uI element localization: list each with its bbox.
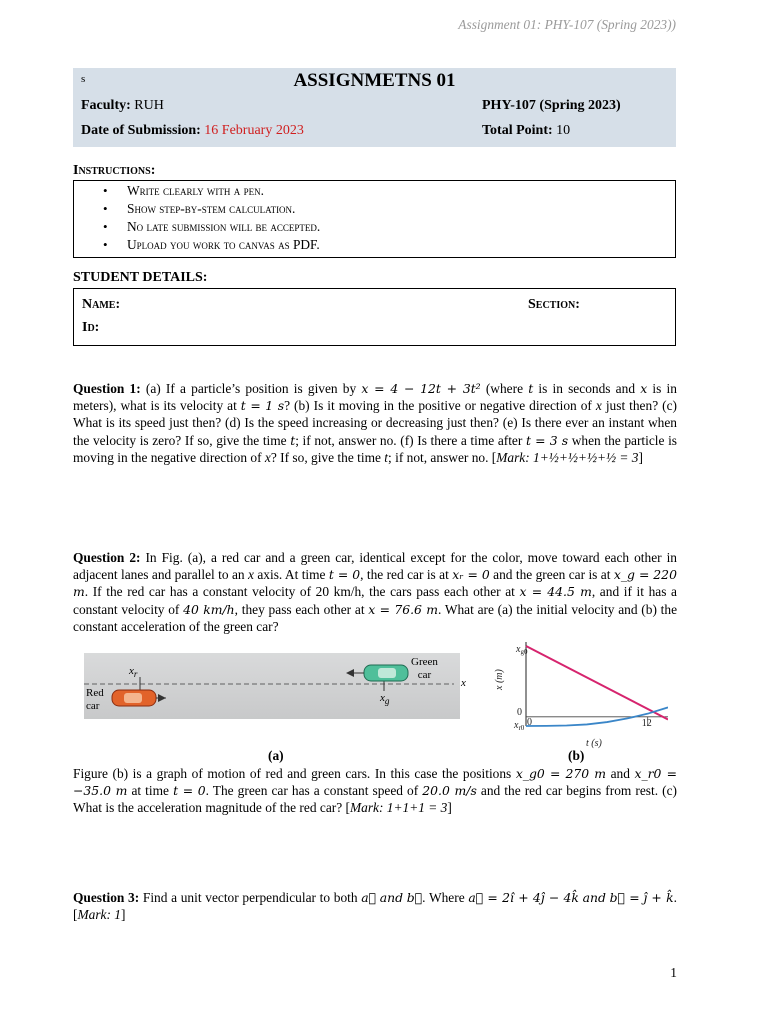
assignment-title: ASSIGNMETNS 01 [293, 70, 456, 91]
green-car-icon [346, 665, 408, 681]
figure-a-svg [84, 653, 460, 719]
date-row [81, 123, 636, 139]
red-car-icon [112, 690, 166, 706]
course-code: PHY-107 (Spring 2023) [482, 98, 621, 113]
question-1: Question 1: (a) If a particle’s position is given by x = 4 − 12t + 3t² (where t is in seconds and x is in meters), what is its velocity at t = 1 s? (b) Is it moving in the positive or negative direction of x just then? (c) What is its speed just then? (d) Is the speed increasing or decreasing just then? (e) Is there ever an instant when the velocity is zero? If so, give the time t; if not, answer no. (f) Is there a time after t = 3 s when the particle is moving in the negative direction of x? If so, give the time t; if not, answer no. [Mark: 1+½+½+½+½ = 3] [73, 381, 677, 465]
assignment-header [73, 68, 676, 147]
x-tick-label-0: 0 [527, 717, 532, 728]
instruction-item: • Show step-by-stem calculation. [127, 201, 295, 217]
faculty-label: Faculty: [81, 98, 131, 113]
question-1-label: Question 1: [73, 381, 141, 396]
date-value: 16 February 2023 [204, 123, 304, 138]
x-tick-label-12: 12 [641, 718, 652, 729]
question-3: Question 3: Find a unit vector perpendicular to both a⃗ and b⃗. Where a⃗ = 2î + 4ĵ − 4k̂ and b⃗ = ĵ + k̂. [Mark: 1] [73, 890, 677, 923]
instruction-item: • Upload you work to canvas as PDF. [127, 237, 320, 253]
xr-label: $x_r$ [129, 665, 138, 680]
points-label: Total Point: [482, 123, 553, 138]
green-car-label: Green car [411, 656, 438, 681]
date-label: Date of Submission: [81, 123, 201, 138]
x-axis-label: t (s) [586, 738, 602, 749]
figure-a-road [84, 653, 460, 719]
x-axis-label-a: x [461, 677, 466, 689]
mark: Mark: 1 [77, 907, 121, 923]
instructions-heading: Instructions: [73, 163, 156, 178]
question-2: Question 2: In Fig. (a), a red car and a green car, identical except for the color, move toward each other in adjacent lanes and parallel to an x axis. At time t = 0, the red car is at xᵣ = 0 and the green car is at x_g = 220 m. If the red car has a constant velocity of 20 km/h, the cars pass each other at x = 44.5 m, and if it has a constant velocity of 40 km/h, they pass each other at x = 76.6 m. What are (a) the initial velocity and (b) the constant acceleration of the green car? [73, 550, 678, 634]
student-details-box [73, 288, 676, 346]
red-car-label: Red car [86, 687, 104, 712]
y-axis-label: x (m) [494, 669, 505, 690]
running-header: Assignment 01: PHY-107 (Spring 2023)) [458, 17, 676, 32]
question-3-label: Question 3: [73, 890, 140, 905]
student-details-heading: STUDENT DETAILS: [73, 270, 208, 285]
question-2-label: Question 2: [73, 550, 141, 565]
faculty-value: RUH [134, 98, 164, 113]
instruction-item: • No late submission will be accepted. [127, 219, 320, 235]
mark: Mark: 1+½+½+½+½ = 3 [496, 449, 639, 465]
series-line-green-car [526, 646, 668, 719]
page-number: 1 [670, 965, 677, 980]
y-tick-label-xr0: $x_{r0}$ [514, 720, 525, 732]
points [482, 123, 570, 139]
xg-label: $x_g$ [380, 692, 390, 707]
question-2-part-c: Figure (b) is a graph of motion of red and green cars. In this case the positions x_g0 = 270 m and x_r0 = −35.0 m at time t = 0. The green car has a constant speed of 20.0 m/s and the red car begins from rest. (c) What is the acceleration magnitude of the red car? [Mark: 1+1+1 = 3] [73, 766, 678, 816]
mark: Mark: 1+1+1 = 3 [349, 800, 448, 816]
name-label: Name: [82, 297, 121, 312]
header-s-mark: s [81, 73, 86, 85]
points-value: 10 [556, 123, 571, 138]
id-label: Id: [82, 320, 100, 335]
y-tick-label-0: 0 [517, 706, 522, 718]
y-tick-label-xg0: $x_{g0}$ [516, 644, 528, 656]
figure-b-label: (b) [568, 748, 585, 763]
faculty-row [81, 98, 636, 114]
instruction-item: • Write clearly with a pen. [127, 183, 264, 199]
figure-b-chart [488, 640, 668, 752]
instructions-box [73, 180, 676, 258]
figure-a-label: (a) [268, 748, 284, 763]
equation: x = 4 − 12t + 3t² [361, 381, 481, 396]
section-label: Section: [528, 297, 580, 312]
